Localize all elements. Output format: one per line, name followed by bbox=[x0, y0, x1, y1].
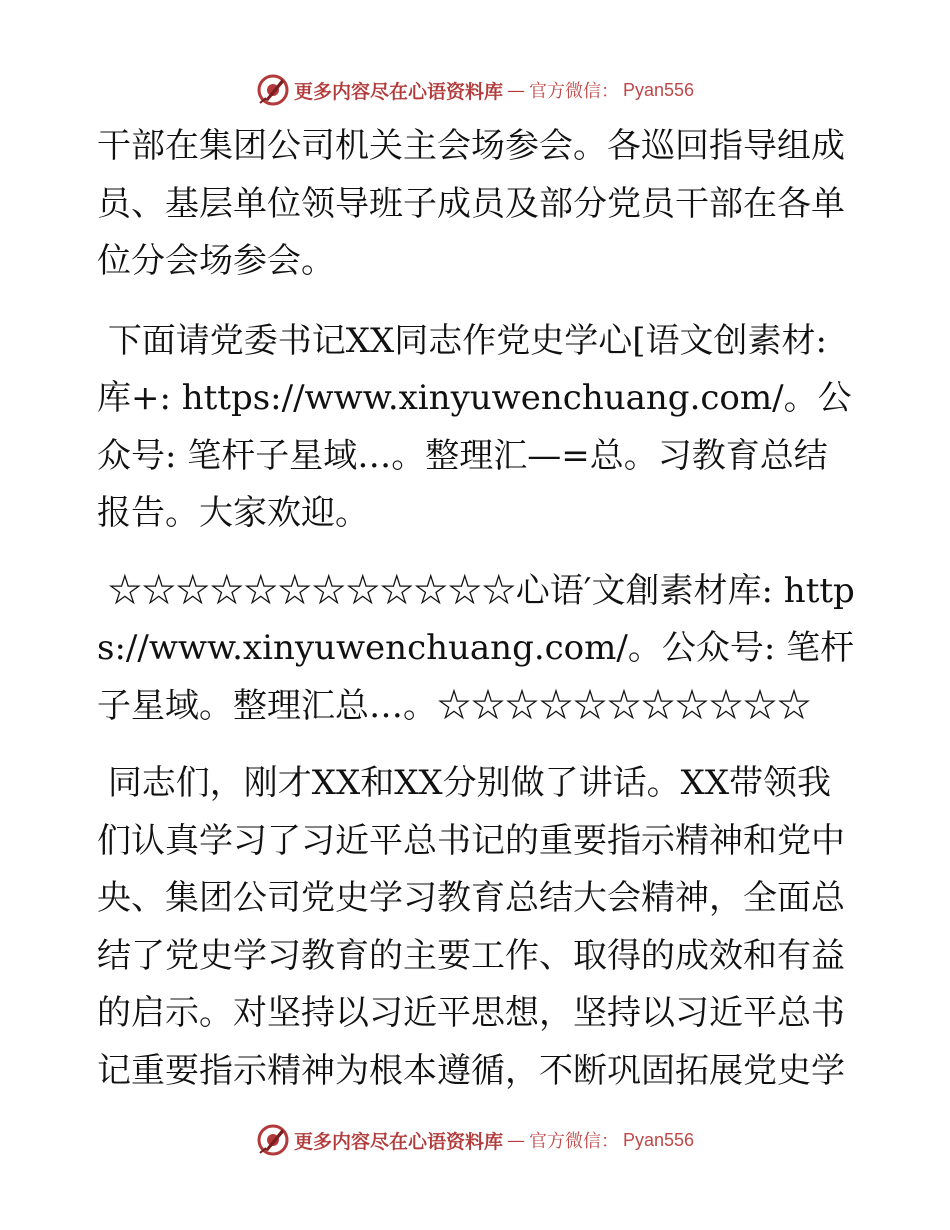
quill-logo-icon bbox=[256, 1123, 290, 1157]
quill-logo-icon bbox=[256, 73, 290, 107]
paragraph-3: ☆☆☆☆☆☆☆☆☆☆☆☆心语′文創素材库: https://www.xinyuwenchuang.com/。公众号: 笔杆子星域。整理汇总…。☆☆☆☆☆☆☆☆☆☆☆ bbox=[97, 570, 855, 726]
document-body bbox=[97, 118, 857, 1120]
paragraph-1: 干部在集团公司机关主会场参会。各巡回指导组成员、基层单位领导班子成员及部分党员干部在各单位分会场参会。 bbox=[97, 126, 845, 281]
footer-watermark bbox=[0, 1120, 950, 1160]
paragraph-2: 下面请党委书记XX同志作党史学心[语文创素材:库+: https://www.xinyuwenchuang.com/。公众号: 笔杆子星域…。整理汇—=总。习教育总结报告。大家欢迎。 bbox=[97, 320, 852, 533]
header-watermark bbox=[0, 70, 950, 110]
watermark-dash: — bbox=[506, 1129, 525, 1151]
watermark-site-text: 更多内容尽在心语资料库 bbox=[293, 80, 503, 103]
paragraph-4: 同志们，刚才XX和XX分别做了讲话。XX带领我们认真学习了习近平总书记的重要指示精神和党中央、集团公司党史学习教育总结大会精神，全面总结了党史学习教育的主要工作、取得的成效和有益的启示。对坚持以习近平思想，坚持以习近平总书记重要指示精神为根本遵循，不断巩固拓展党史学 bbox=[97, 763, 845, 1091]
watermark-wechat-id: Pyan556 bbox=[622, 79, 695, 100]
watermark-site-text: 更多内容尽在心语资料库 bbox=[293, 1130, 503, 1153]
watermark-wechat-id: Pyan556 bbox=[622, 1129, 695, 1150]
watermark-wechat-label: 官方微信： bbox=[528, 81, 619, 102]
watermark-wechat-label: 官方微信： bbox=[528, 1131, 619, 1152]
watermark-dash: — bbox=[506, 79, 525, 101]
